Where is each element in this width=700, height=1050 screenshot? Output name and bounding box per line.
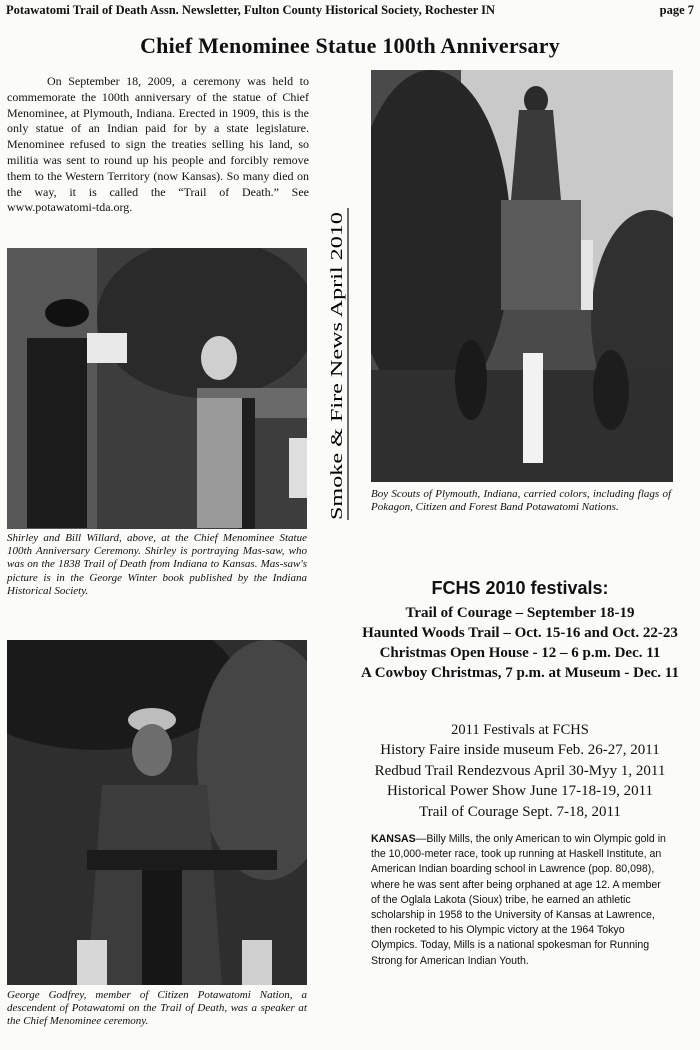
intro-text: On September 18, 2009, a ceremony was held to commemorate the 100th anniversary of the statue of Chief Menominee, at Plymouth, Indiana. Erected in 1909, this is the only statue of an Indian paid for by a state legislature. Menominee refused to sign the treaties selling his land, so militia was sent to round up his people and forcibly remove them to the Western Territory (now Kansas). So many died on the way, it is called the “Trail of Death.” See www.potawatomi-tda.org. [7,74,309,215]
newsletter-header: Potawatomi Trail of Death Assn. Newsletter, Fulton County Historical Society, Rochester IN [6,3,496,17]
festival-line: Historical Power Show June 17-18-19, 2011 [386,783,654,799]
festival-line: Trail of Courage Sept. 7-18, 2011 [419,803,621,820]
festival-line: Trail of Courage – September 18-19 [405,605,635,621]
festival-line: A Cowboy Christmas, 7 p.m. at Museum - Dec. 11 [361,665,679,681]
vertical-masthead [322,208,352,520]
page-number: page 7 [659,3,694,17]
article-title: Chief Menominee Statue 100th Anniversary [140,33,560,58]
godfrey-caption: George Godfrey, member of Citizen Potawatomi Nation, a descendent of Potawatomi on the Trail of Death, was a speaker at the Chief Menominee ceremony. [7,989,307,1028]
festival-line: Redbud Trail Rendezvous April 30-Myy 1, 2011 [374,762,666,779]
page-header [6,3,694,19]
scouts-caption: Boy Scouts of Plymouth, Indiana, carried colors, including flags of Pokagon, Citizen and Forest Band Potawatomi Nations. [371,488,671,514]
godfrey-photo [7,640,307,985]
festivals-2011-title: 2011 Festivals at FCHS [451,722,589,738]
festivals-2010 [340,578,700,683]
festival-line: Christmas Open House - 12 – 6 p.m. Dec. 11 [379,645,661,661]
article-intro [7,74,309,216]
kansas-keyword: KANSAS [371,833,416,845]
festivals-2011 [340,720,700,822]
festival-line: Haunted Woods Trail – Oct. 15-16 and Oct. 22-23 [362,625,678,641]
kansas-text: —Billy Mills, the only American to win Olympic gold in the 10,000-meter race, took up running at Haskell Institute, an American Indian boarding school in Lawrence (pop. 80,098), where he was sent after being orphaned at age 12. A member of the Oglala Lakota (Sioux) tribe, he earned an athletic scholarship in 1958 to the University of Kansas at Lawrence, then rocketed to his Olympic victory at the 1964 Tokyo Olympics. Today, Mills is a national spokesman for Running Strong for American Indian Youth. [371,833,666,967]
festival-line: History Faire inside museum Feb. 26-27, 2011 [380,742,660,758]
statue-photo [371,70,673,482]
masthead-text: Smoke & Fire News April 2010 [327,303,346,520]
kansas-note [371,832,669,969]
willard-photo [7,248,307,529]
willard-caption: Shirley and Bill Willard, above, at the Chief Menominee Statue 100th Anniversary Ceremony. Shirley is portraying Mas-saw, who was on the 1838 Trail of Death from Indiana to Kansas. Mas-saw's picture is in the George Winter book published by the Indiana Historical Society. [7,532,307,597]
festivals-2010-title: FCHS 2010 festivals: [431,578,609,598]
